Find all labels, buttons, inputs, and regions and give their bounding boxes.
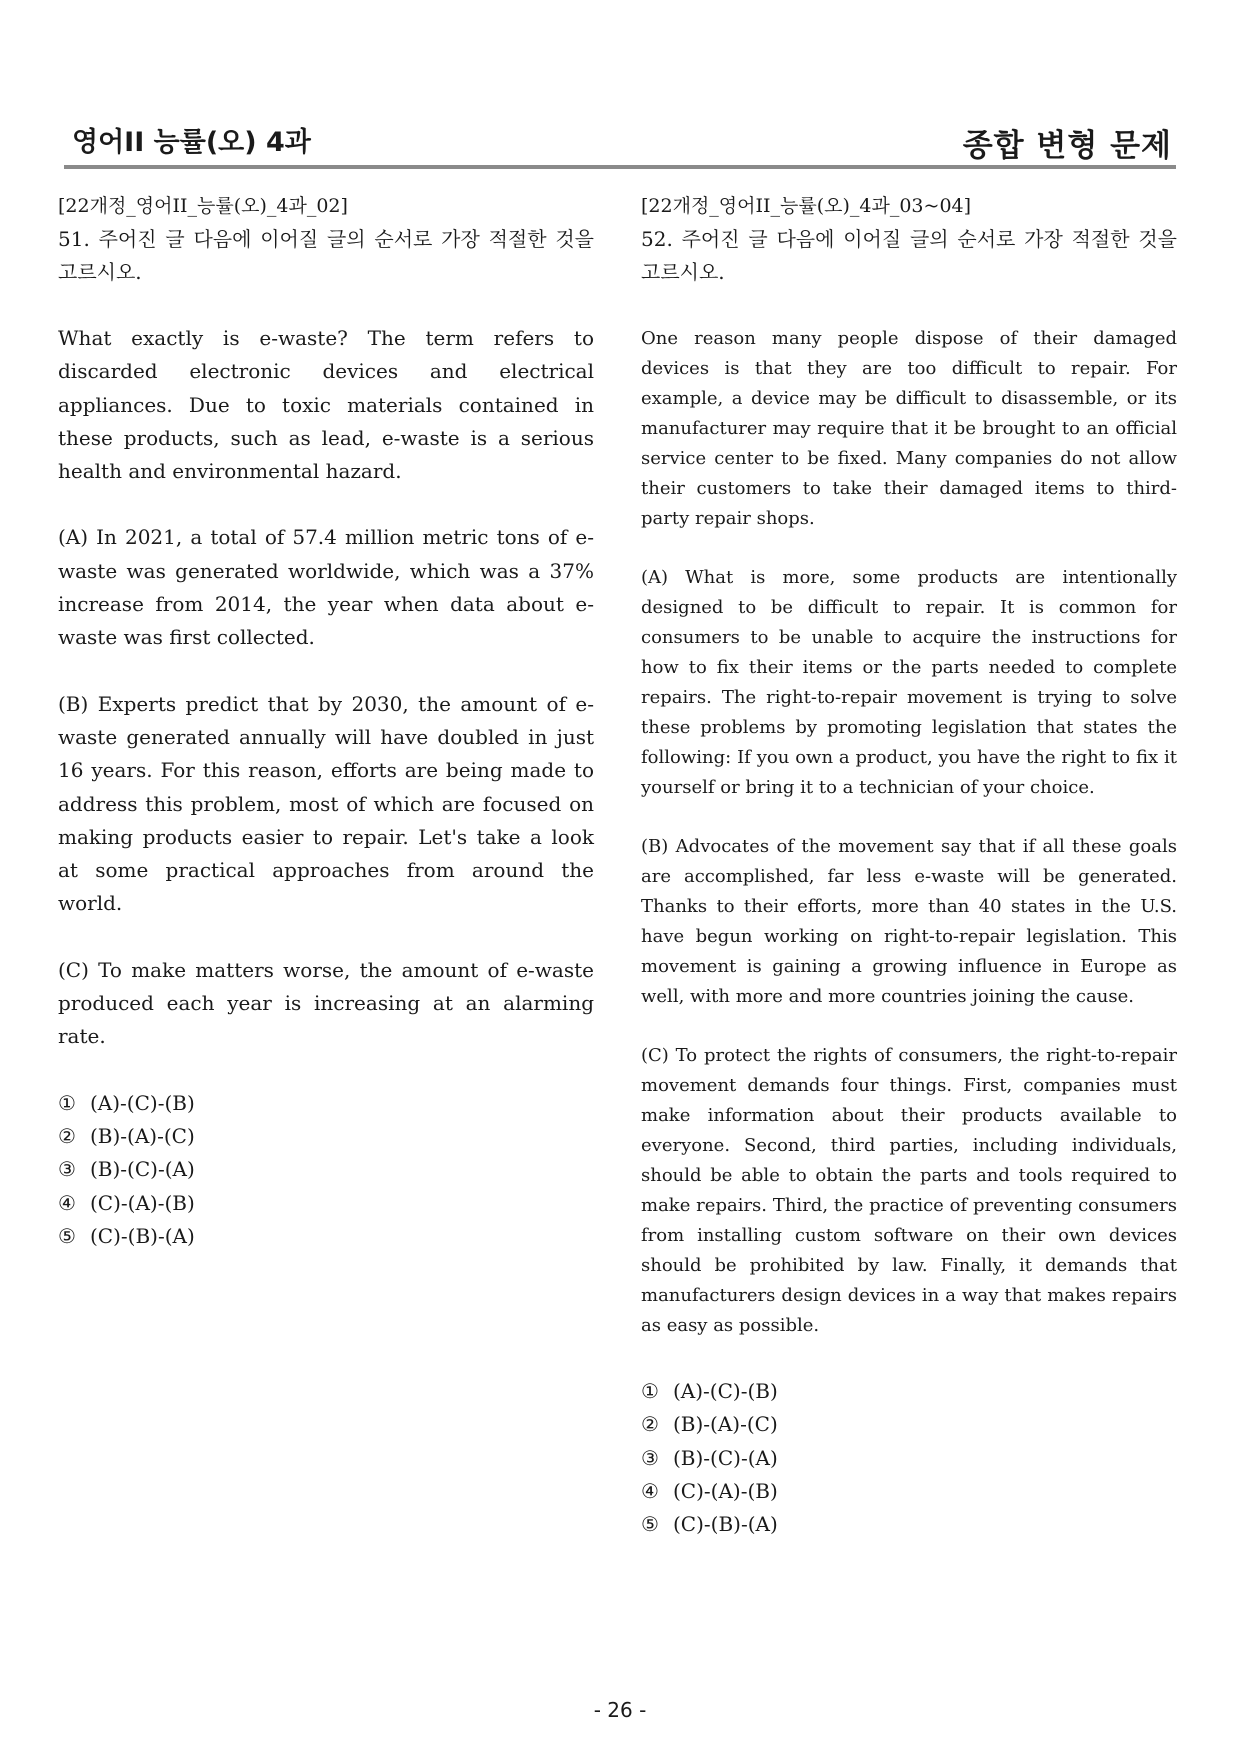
- answer-option[interactable]: [641, 1508, 1177, 1541]
- option-number: ②: [641, 1412, 659, 1437]
- answer-option[interactable]: [641, 1408, 1177, 1441]
- option-number: ③: [58, 1157, 76, 1182]
- option-text: (C)-(B)-(A): [90, 1223, 195, 1248]
- question-52-code: [22개정_영어II_능률(오)_4과_03~04]: [641, 195, 972, 217]
- answer-option[interactable]: [58, 1120, 594, 1153]
- option-text: (A)-(C)-(B): [673, 1379, 778, 1403]
- option-number: ①: [58, 1090, 76, 1115]
- option-text: (C)-(A)-(B): [90, 1190, 195, 1215]
- option-number: ④: [58, 1190, 76, 1215]
- option-text: (A)-(C)-(B): [90, 1090, 195, 1115]
- question-51-options: [58, 1087, 594, 1253]
- question-52-column: [641, 190, 1177, 1541]
- answer-option[interactable]: [58, 1087, 594, 1120]
- question-51-code: [22개정_영어II_능률(오)_4과_02]: [58, 195, 348, 217]
- option-number: ①: [641, 1379, 659, 1403]
- page-header: [64, 118, 1176, 164]
- header-divider: [64, 165, 1176, 169]
- answer-option[interactable]: [58, 1153, 594, 1186]
- option-number: ②: [58, 1123, 76, 1148]
- option-text: (B)-(C)-(A): [90, 1157, 195, 1182]
- option-text: (C)-(B)-(A): [673, 1512, 778, 1537]
- option-number: ⑤: [641, 1512, 659, 1537]
- answer-option[interactable]: [641, 1442, 1177, 1475]
- option-text: (B)-(A)-(C): [673, 1412, 778, 1437]
- answer-option[interactable]: [58, 1187, 594, 1220]
- option-text: (B)-(A)-(C): [90, 1123, 195, 1148]
- question-51-passage-a: (A) In 2021, a total of 57.4 million metric tons of e-waste was generated worldwide, which was a 37% increase from 2014, the year when data about e-waste was first collected.: [58, 525, 594, 650]
- question-52-options: [641, 1375, 1177, 1541]
- option-text: (C)-(A)-(B): [673, 1478, 778, 1503]
- option-number: ⑤: [58, 1223, 76, 1248]
- header-title: 영어II 능률(오) 4과: [72, 127, 311, 158]
- question-52-passage-b: (B) Advocates of the movement say that if all these goals are accomplished, far less e-waste will be generated. Thanks to their efforts, more than 40 states in the U.S. have begun working on right-to-repair legislation. This movement is gaining a growing influence in Europe as well, with more and more countries joining the cause.: [641, 836, 1177, 1007]
- page-number: - 26 -: [593, 1698, 647, 1722]
- answer-option[interactable]: [58, 1220, 594, 1253]
- question-52-passage-a: (A) What is more, some products are intentionally designed to be difficult to repair. It is common for consumers to be unable to acquire the instructions for how to fix their items or the parts needed to complete repairs. The right-to-repair movement is trying to solve these problems by promoting legislation that states the following: If you own a product, you have the right to fix it yourself or bring it to a technician of your choice.: [641, 567, 1177, 798]
- question-52-intro: One reason many people dispose of their damaged devices is that they are too difficult to repair. For example, a device may be difficult to disassemble, or its manufacturer may require that it be brought to an official service center to be fixed. Many companies do not allow their customers to take their damaged items to third-party repair shops.: [641, 328, 1177, 529]
- question-52-prompt: 52. 주어진 글 다음에 이어질 글의 순서로 가장 적절한 것을 고르시오.: [641, 227, 1177, 284]
- question-51-intro: What exactly is e-waste? The term refers to discarded electronic devices and electrical appliances. Due to toxic materials contained in these products, such as lead, e-waste is a serious health and environmental hazard.: [58, 326, 594, 484]
- answer-option[interactable]: [641, 1475, 1177, 1508]
- question-51-column: [58, 190, 594, 1253]
- option-text: (B)-(C)-(A): [673, 1445, 778, 1470]
- question-51-passage-c: (C) To make matters worse, the amount of e-waste produced each year is increasing at an alarming rate.: [58, 957, 594, 1049]
- answer-option[interactable]: [641, 1375, 1177, 1408]
- option-number: ③: [641, 1445, 659, 1470]
- header-section-title: 종합 변형 문제: [962, 128, 1172, 164]
- question-51-passage-b: (B) Experts predict that by 2030, the amount of e-waste generated annually will have doubled in just 16 years. For this reason, efforts are being made to address this problem, most of which are focused on making products easier to repair. Let's take a look at some practical approaches from around the world.: [58, 691, 594, 916]
- question-51-prompt: 51. 주어진 글 다음에 이어질 글의 순서로 가장 적절한 것을 고르시오.: [58, 227, 594, 284]
- question-52-passage-c: (C) To protect the rights of consumers, the right-to-repair movement demands four things. First, companies must make information about their products available to everyone. Second, third parties, including individuals, should be able to obtain the parts and tools required to make repairs. Third, the practice of preventing consumers from installing custom software on their own devices should be prohibited by law. Finally, it demands that manufacturers design devices in a way that makes repairs as easy as possible.: [641, 1045, 1177, 1336]
- option-number: ④: [641, 1478, 659, 1503]
